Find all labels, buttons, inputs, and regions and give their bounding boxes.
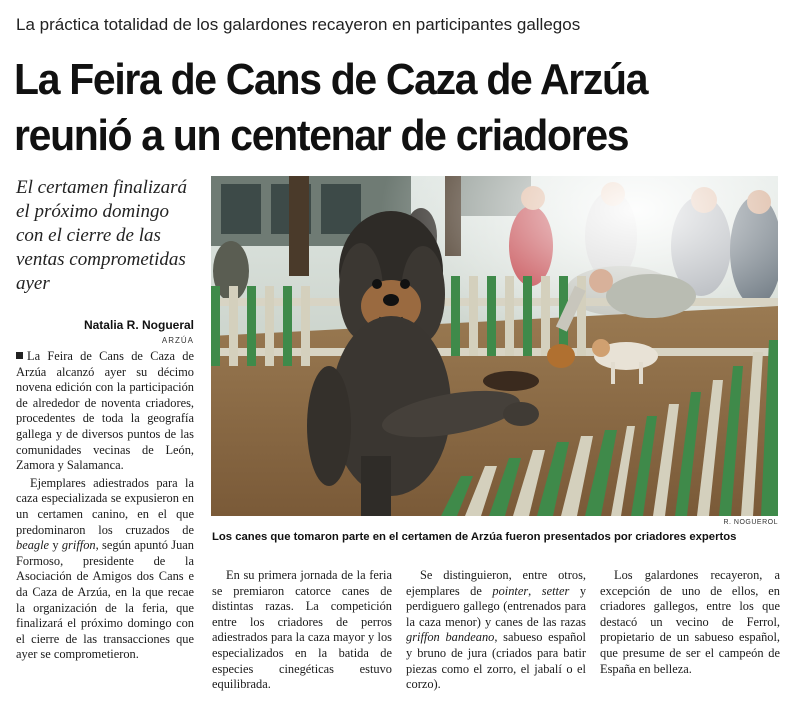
headline-line-1: La Feira de Cans de Caza de Arzúa [14, 55, 648, 104]
paragraph-3: En su primera jornada de la feria se premiaron catorce canes de distintas razas. La competición entre los criadores de perros adiestrados para la caza mayor y los especializados en la batida de especies cinegéticas estuvo equilibrada. [212, 568, 392, 692]
photo-credit: R. NOGUEROL [723, 519, 778, 526]
body-column-2 [212, 568, 392, 693]
subheadline: El certamen finalizará el próximo domingo con el cierre de las ventas comprometidas ayer [16, 177, 187, 294]
byline: Natalia R. Nogueral [83, 318, 194, 332]
location: ARZÚA [161, 336, 194, 345]
dogs-in-pen-photo [211, 176, 778, 516]
kicker: La práctica totalidad de los galardones recayeron en participantes gallegos [16, 15, 581, 34]
paragraph-4: Se distinguieron, entre otros, ejemplares de pointer, setter y perdiguero gallego (entrenados para la caza menor) y canes de las razas griffon bandeano, sabueso español y bruno de jura (criados para batir piezas como el zorro, el jabalí o el corzo). [406, 568, 587, 692]
headline [14, 52, 739, 164]
paragraph-5: Los galardones recayeron, a excepción de uno de ellos, en criadores gallegos, entre los que destacó un vecino de Ferrol, propietario de un sabueso español, que presume de ser el campeón de España en belleza. [600, 568, 780, 676]
paragraph-marker [16, 352, 23, 359]
photo-caption: Los canes que tomaron parte en el certamen de Arzúa fueron presentados por criadores expertos [212, 531, 737, 543]
paragraph-1-text: La Feira de Cans de Caza de Arzúa alcanzó ayer su décimo novena edición con la participación de alrededor de noventa criadores, procedentes de toda la geografía gallega y de diversos puntos de las comunidades vecinas de León, Zamora y Salamanca. [16, 349, 194, 473]
paragraph-2: Ejemplares adiestrados para la caza especializada se expusieron en un certamen canino, en el que predominaron los cruzados de beagle y griffon, según apuntó Juan Formoso, presidente de la Asociación de Amigos dos Cans e da Caza de Arzúa, en la que recae la organización de la feria, que finalizará el próximo domingo con el cierre de las transacciones que ayer se comprometieron. [16, 475, 194, 662]
body-column-1 [16, 349, 194, 663]
body-column-3 [406, 568, 586, 693]
paragraph-1 [16, 349, 194, 474]
headline-line-2: reunió a un centenar de criadores [14, 111, 629, 160]
body-column-4 [600, 568, 780, 677]
news-photo [211, 176, 778, 516]
